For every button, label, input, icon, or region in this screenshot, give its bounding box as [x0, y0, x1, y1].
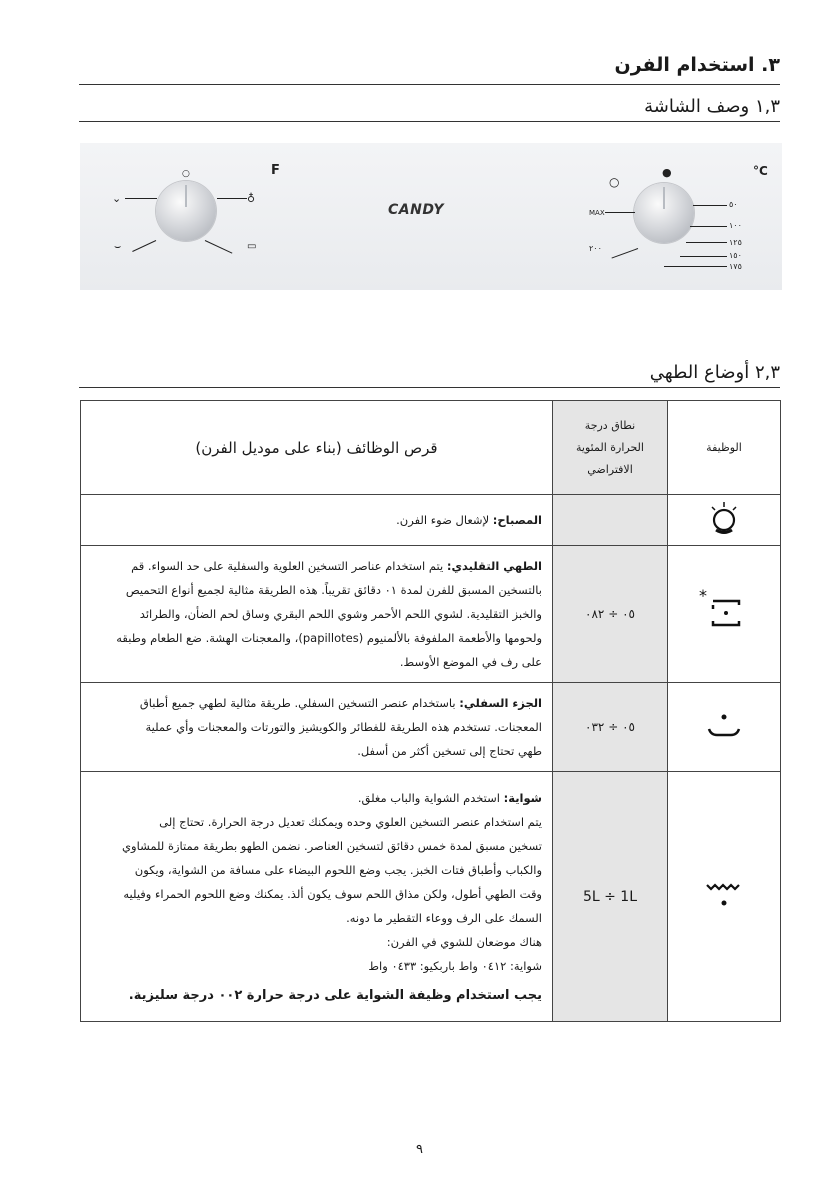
- temp-200: ٢٠٠: [589, 244, 602, 253]
- section-title: ٣. استخدام الفرن: [614, 54, 780, 76]
- right-knob-label: °C: [753, 164, 768, 178]
- bottom-symbol-icon: ⌣: [114, 240, 122, 253]
- temp-150: ١٥٠: [729, 251, 742, 260]
- function-knob: [156, 181, 216, 241]
- power-light-icon: ○: [609, 175, 620, 189]
- cooking-modes-table: [80, 400, 781, 1022]
- brand-logo: CANDY: [388, 202, 444, 218]
- svg-text:*: *: [699, 587, 707, 605]
- description-cell: الجزء السفلي: باستخدام عنصر التسخين السفلي. طريقة مثالية لطهي جميع أطباق المعجنات. تستخدم هذه الطريقة للفطائر والكويشيز والتورتات والمعجنات وأي عملية طهي تحتاج إلى تسخين أكثر من أسفل.: [81, 683, 553, 772]
- description-cell: شواية: استخدم الشواية والباب مغلق. يتم استخدام عنصر التسخين العلوي وحده ويمكنك تعديل درجة الحرارة. تحتاج إلى تسخين مسبق لمدة خمس دقائق لتسخين العناصر. نضمن الطهو بطريقة ممتازة للمشاوي والكباب وأطباق فتات الخبز. يجب وضع اللحوم البيضاء على مسافة من الشواية، ويكون وقت الطهي أطول، ولكن مذاق اللحم سوف يكون ألذ. يمكنك وضع اللحوم الحمراء وفيليه السمك على الرف ووعاء التقطير ما دونه. هناك موضعان للشوي في الفرن: شواية: ٠٤١٢ واط باربكيو: ٠٤٣٣ واط يجب استخدام وظيفة الشواية على درجة حرارة ٠٠٢ درجة سليزية.: [81, 772, 553, 1022]
- description-cell: الطهي التقليدي: يتم استخدام عناصر التسخين العلوية والسفلية على حد السواء. قم بالتسخين المسبق للفرن لمدة ٠١ دقائق تقريباً. هذه الطريقة مثالية لجميع أنواع التحميص والخبز التقليدية. لشوي اللحم الأحمر وشوي اللحم البقري وساق لحم الضأن، والطرائد ولحومها والأطعمة الملفوفة بالألمنيوم (papillotes)، والمعجنات الهشة. ضع الطعام وطبقه على رف في الموضع الأوسط.: [81, 546, 553, 683]
- bottom-heat-icon: [668, 683, 781, 772]
- range-cell: ٠٥ ÷ ٠٨٢: [553, 546, 668, 683]
- lamp-symbol-icon: ♁: [247, 192, 256, 205]
- divider: [79, 121, 780, 122]
- table-row: [81, 772, 781, 1022]
- temp-125: ١٢٥: [729, 238, 742, 247]
- grill-warning: يجب استخدام وظيفة الشواية على درجة حرارة ٠٠٢ درجة سليزية.: [128, 987, 542, 1003]
- temp-100: ١٠٠: [729, 221, 742, 230]
- off-indicator-icon: ○: [182, 169, 190, 179]
- header-description: قرص الوظائف (بناء على موديل الفرن): [81, 401, 553, 495]
- table-row: [81, 495, 781, 546]
- conventional-symbol-icon: ▭: [247, 241, 257, 252]
- left-knob-label: F: [271, 163, 280, 178]
- subsection-modes-title: ٢,٣ أوضاع الطهي: [649, 362, 780, 383]
- range-cell: 5L ÷ 1L: [553, 772, 668, 1022]
- max-label: MAX: [589, 209, 605, 217]
- temperature-knob: [634, 183, 694, 243]
- subsection-screen-title: ١,٣ وصف الشاشة: [644, 96, 780, 117]
- temp-175: ١٧٥: [729, 262, 742, 271]
- description-cell: المصباح: لإشعال ضوء الفرن.: [81, 495, 553, 546]
- header-range: نطاق درجة الحرارة المئوية الافتراضي: [553, 401, 668, 495]
- table-header-row: [81, 401, 781, 495]
- range-cell: [553, 495, 668, 546]
- range-cell: ٠٥ ÷ ٠٣٢: [553, 683, 668, 772]
- divider: [79, 387, 780, 388]
- table-row: [81, 683, 781, 772]
- page-number: ٩: [416, 1142, 423, 1157]
- table-row: [81, 546, 781, 683]
- temp-50: ٥٠: [729, 200, 738, 209]
- conventional-icon: [668, 546, 781, 683]
- header-function: الوظيفة: [668, 401, 781, 495]
- indicator-dot-icon: ●: [662, 166, 672, 179]
- divider: [79, 84, 780, 85]
- grill-icon: [668, 772, 781, 1022]
- lamp-icon: [668, 495, 781, 546]
- grill-symbol-icon: ⌄: [112, 192, 122, 205]
